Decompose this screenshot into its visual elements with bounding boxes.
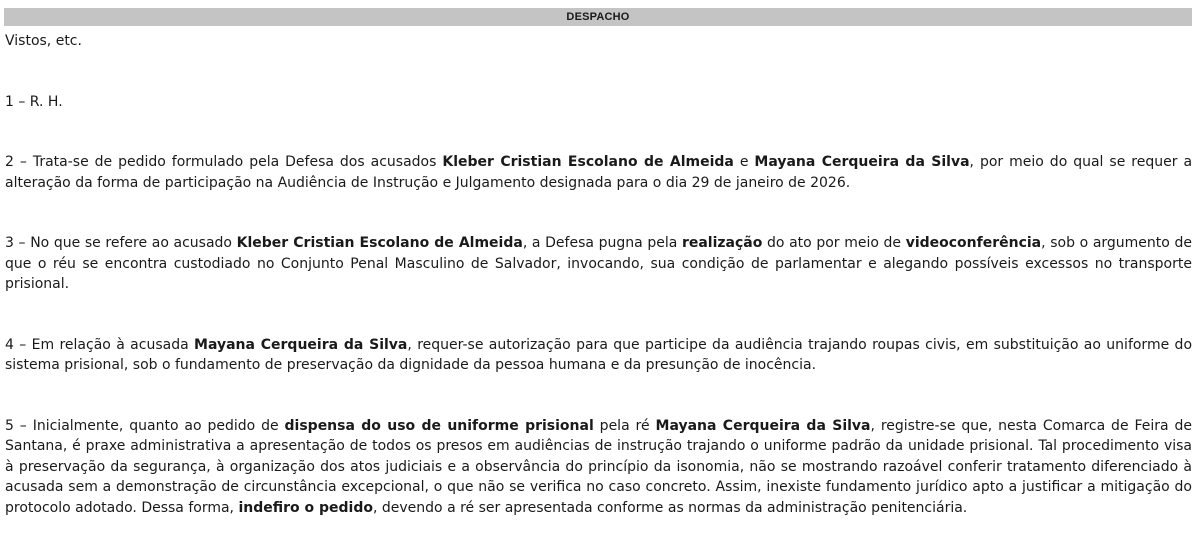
paragraph-2 xyxy=(5,152,1192,193)
paragraph-3 xyxy=(5,233,1192,295)
paragraph-5 xyxy=(5,416,1192,519)
bold-term-videoconferencia: videoconferência xyxy=(905,235,1042,251)
text-segment: , sob o argumento de que o réu se encontra custodiado no Conjunto Penal Masculino de Salvador, invocando, sua condição de parlamentar e alegando possíveis excessos no transporte prisional. xyxy=(5,235,1192,292)
text-segment: 4 – Em relação à acusada xyxy=(5,336,195,353)
text-segment: do ato por meio de xyxy=(762,235,906,251)
text-segment: 5 – Inicialmente, quanto ao pedido de xyxy=(5,417,285,434)
text-segment: , por meio do qual se requer a alteração da forma de participação na Audiência de Instrução e Julgamento designada para o dia 29 de janeiro de 2026. xyxy=(5,154,1193,191)
text-segment: , devendo a ré ser apresentada conforme as normas da administração penitenciária. xyxy=(373,499,968,516)
text-segment: Vistos, etc. xyxy=(5,33,82,49)
document-title-bar xyxy=(4,8,1192,26)
bold-term-realizacao: realização xyxy=(681,235,763,251)
bold-name-kleber: Kleber Cristian Escolano de Almeida xyxy=(442,154,734,170)
text-segment: , requer-se autorização para que participe da audiência trajando roupas civis, em substituição ao uniforme do sistema prisional, sob o fundamento de preservação da dignidade da pessoa humana e da presunção de inocência. xyxy=(5,336,1193,373)
text-segment: , a Defesa pugna pela xyxy=(522,235,682,251)
text-segment: pela ré xyxy=(593,417,656,434)
bold-name-kleber: Kleber Cristian Escolano de Almeida xyxy=(236,235,523,251)
bold-name-mayana: Mayana Cerqueira da Silva xyxy=(194,336,408,353)
text-segment: 2 – Trata-se de pedido formulado pela Defesa dos acusados xyxy=(5,154,443,170)
text-segment: , registre-se que, nesta Comarca de Feira de Santana, é praxe administrativa a apresentação de todos os presos em audiências de instrução trajando o uniforme padrão da unidade prisional. Tal procedimento visa à preservação da segurança, à organização dos atos judiciais e a observância do princípio da isonomia, não se mostrando razoável conferir tratamento diferenciado à acusada sem a demonstração de circunstância excepcional, o que não se verifica no caso concreto. Assim, inexiste fundamento jurídico apto a justificar a mitigação do protocolo adotado. Dessa forma, xyxy=(5,417,1192,516)
text-segment: 3 – No que se refere ao acusado xyxy=(5,235,237,251)
document-body xyxy=(5,31,1192,518)
bold-term-dispensa-uniforme: dispensa do uso de uniforme prisional xyxy=(284,417,594,434)
text-segment: e xyxy=(733,154,755,170)
bold-name-mayana: Mayana Cerqueira da Silva xyxy=(754,154,970,170)
paragraph-4 xyxy=(5,335,1192,376)
bold-name-mayana: Mayana Cerqueira da Silva xyxy=(655,417,871,434)
paragraph-vistos xyxy=(5,31,1192,52)
text-segment: 1 – R. H. xyxy=(5,93,63,110)
paragraph-1 xyxy=(5,92,1192,113)
document-title: DESPACHO xyxy=(566,11,630,23)
bold-term-indefiro: indefiro o pedido xyxy=(238,499,373,516)
